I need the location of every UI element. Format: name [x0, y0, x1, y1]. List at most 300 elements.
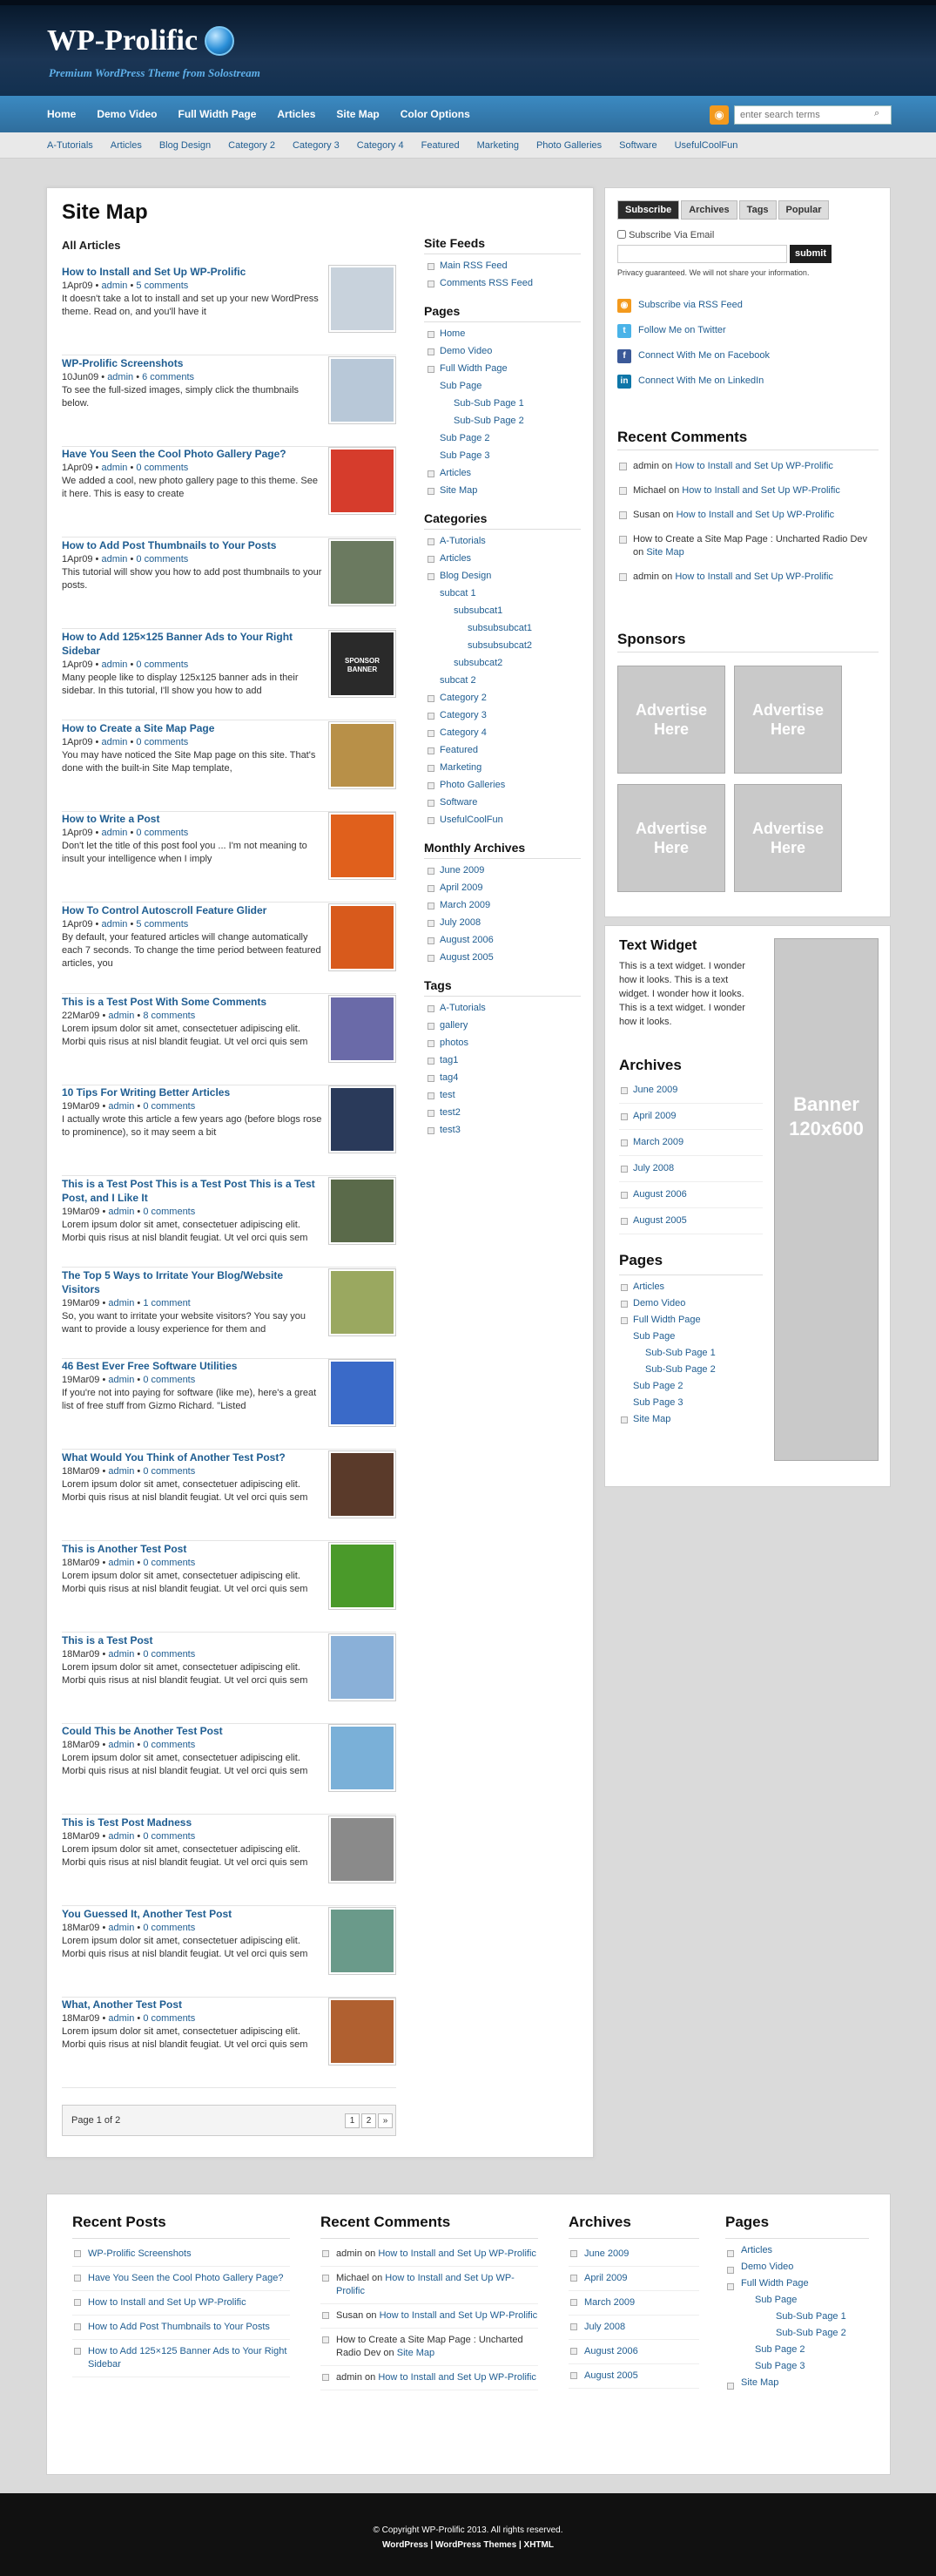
- list-item[interactable]: subsubcat2: [454, 658, 503, 668]
- rss-icon: ◉: [617, 299, 631, 313]
- list-item[interactable]: subcat 1: [440, 588, 476, 598]
- comment-on: on: [668, 485, 680, 496]
- list-item[interactable]: gallery: [424, 1017, 581, 1034]
- post-title[interactable]: How to Install and Set Up WP-Prolific: [62, 266, 246, 278]
- post-thumbnail[interactable]: [328, 265, 396, 333]
- post-thumbnail[interactable]: [328, 356, 396, 424]
- post-comments-link[interactable]: 8 comments: [143, 1010, 196, 1021]
- list-item[interactable]: subsubsubcat1: [468, 623, 532, 633]
- post-author-link[interactable]: admin: [108, 1922, 135, 1933]
- footer-recent-comment: [320, 2267, 538, 2304]
- footer-links[interactable]: WordPress | WordPress Themes | XHTML: [382, 2540, 554, 2550]
- nav-item-full-width-page[interactable]: Full Width Page: [178, 108, 257, 120]
- post-excerpt: Lorem ipsum dolor sit amet, consectetuer adipiscing elit. Morbi quis risus at nisl blandit feugiat. Ut vel orci quis sem: [62, 2026, 308, 2051]
- comment-on: on: [383, 2348, 394, 2358]
- recent-comment: [617, 565, 879, 590]
- post-item: [62, 1085, 396, 1176]
- post-author-link[interactable]: admin: [101, 828, 128, 839]
- list-item[interactable]: subsubcat1: [454, 605, 503, 616]
- list-item[interactable]: Sub Page 2: [755, 2344, 805, 2355]
- list-item[interactable]: Sub Page 2: [633, 1381, 683, 1391]
- list-item[interactable]: July 2008: [619, 1156, 763, 1182]
- list-item[interactable]: tag1: [424, 1051, 581, 1069]
- footer-recent-comments-heading: Recent Comments: [320, 2214, 451, 2230]
- list-item[interactable]: photos: [424, 1034, 581, 1051]
- comment-post-link[interactable]: How to Install and Set Up WP-Prolific: [379, 2310, 538, 2321]
- category-nav-item[interactable]: Category 4: [356, 140, 404, 151]
- comment-author: Susan: [336, 2310, 364, 2321]
- nav-item-articles[interactable]: Articles: [277, 108, 316, 120]
- post-comments-link[interactable]: 0 comments: [143, 2013, 196, 2025]
- category-nav-item[interactable]: Articles: [110, 140, 142, 151]
- rss-icon[interactable]: ◉: [710, 105, 729, 125]
- post-title[interactable]: How to Write a Post: [62, 813, 160, 826]
- post-date: 18Mar09: [62, 1466, 100, 1477]
- list-item[interactable]: Sub-Sub Page 1: [645, 1348, 716, 1358]
- post-item: [62, 721, 396, 812]
- list-item[interactable]: subcat 2: [440, 675, 476, 686]
- post-title[interactable]: This is a Test Post This is a Test Post This is a Test Post, and I Like It: [62, 1178, 315, 1204]
- subscribe-email-label: Subscribe Via Email: [617, 230, 714, 240]
- list-item[interactable]: Sub-Sub Page 2: [776, 2328, 846, 2338]
- post-thumbnail[interactable]: [328, 1085, 396, 1153]
- post-thumbnail[interactable]: [328, 1724, 396, 1792]
- comment-post-link[interactable]: How to Install and Set Up WP-Prolific: [378, 2248, 536, 2259]
- post-thumbnail[interactable]: [328, 812, 396, 880]
- list-item[interactable]: August 2005: [619, 1208, 763, 1234]
- list-item[interactable]: Main RSS Feed: [424, 257, 581, 274]
- post-meta: 18Mar09 • admin • 0 comments: [62, 1740, 196, 1751]
- post-excerpt: It doesn't take a lot to install and set up your new WordPress theme. Read on, and you'll have it: [62, 294, 319, 317]
- post-comments-link[interactable]: 0 comments: [136, 659, 189, 670]
- list-item[interactable]: Articles: [619, 1279, 763, 1295]
- email-input[interactable]: [617, 245, 787, 263]
- post-meta: 18Mar09 • admin • 0 comments: [62, 2013, 196, 2025]
- social-link[interactable]: [617, 318, 770, 343]
- list-item[interactable]: Blog Design: [424, 567, 581, 585]
- main-nav: [0, 96, 936, 132]
- comment-author: How to Create a Site Map Page : Uncharted Radio Dev: [336, 2335, 523, 2358]
- post-thumbnail[interactable]: [328, 1907, 396, 1975]
- post-title[interactable]: The Top 5 Ways to Irritate Your Blog/Website Visitors: [62, 1268, 284, 1295]
- post-thumbnail[interactable]: [328, 1268, 396, 1336]
- post-title[interactable]: What, Another Test Post: [62, 1998, 182, 2011]
- footer-recent-comments: [320, 2214, 538, 2390]
- comment-on: on: [365, 2372, 376, 2383]
- post-meta: 18Mar09 • admin • 0 comments: [62, 1922, 196, 1933]
- category-nav-item[interactable]: Marketing: [476, 140, 519, 151]
- comment-author: admin: [633, 461, 659, 471]
- post-title[interactable]: How To Control Autoscroll Feature Glider: [62, 903, 267, 916]
- list-item[interactable]: subsubsubcat2: [468, 640, 532, 651]
- list-item[interactable]: How to Add 125×125 Banner Ads to Your Right Sidebar: [72, 2340, 290, 2377]
- post-date: 18Mar09: [62, 1557, 100, 1568]
- post-date: 1Apr09: [62, 828, 93, 839]
- list-item[interactable]: How to Install and Set Up WP-Prolific: [72, 2291, 290, 2316]
- post-excerpt: Lorem ipsum dolor sit amet, consectetuer adipiscing elit. Morbi quis risus at nisl blandit feugiat. Ut vel orci quis sem: [62, 1753, 308, 1777]
- post-item: [62, 1724, 396, 1815]
- post-thumbnail[interactable]: [328, 538, 396, 606]
- post-author-link[interactable]: admin: [108, 1466, 135, 1477]
- post-thumbnail[interactable]: [328, 903, 396, 971]
- post-comments-link[interactable]: 0 comments: [143, 1466, 196, 1477]
- banner-ad[interactable]: Banner 120x600: [774, 938, 879, 1461]
- post-author-link[interactable]: admin: [108, 2013, 135, 2025]
- list-item[interactable]: Category 3: [424, 707, 581, 724]
- post-thumbnail[interactable]: [328, 1542, 396, 1610]
- post-title[interactable]: Could This be Another Test Post: [62, 1725, 223, 1738]
- list-item[interactable]: Full Width Page: [725, 2275, 869, 2292]
- page-1-button[interactable]: 1: [345, 2113, 360, 2128]
- post-comments-link[interactable]: 0 comments: [136, 828, 189, 839]
- list-item[interactable]: August 2005: [424, 949, 581, 966]
- tags-list: [424, 999, 581, 1139]
- globe-icon: [205, 26, 234, 56]
- list-item[interactable]: Featured: [424, 741, 581, 759]
- list-item[interactable]: Sub Page 3: [755, 2361, 805, 2371]
- list-item[interactable]: Sub-Sub Page 1: [776, 2311, 846, 2322]
- post-excerpt: By default, your featured articles will change automatically each 7 seconds. To change the time period between featured articles, you: [62, 931, 321, 969]
- list-item[interactable]: Marketing: [424, 759, 581, 776]
- list-item[interactable]: March 2009: [424, 896, 581, 914]
- post-comments-link[interactable]: 0 comments: [143, 1207, 196, 1217]
- post-meta: 1Apr09 • admin • 0 comments: [62, 659, 189, 670]
- all-articles-heading: All Articles: [62, 239, 121, 252]
- next-page-button[interactable]: »: [378, 2113, 393, 2128]
- footer-widgets: [46, 2194, 891, 2475]
- ad-slot-4[interactable]: Advertise Here: [734, 784, 842, 892]
- post-date: 10Jun09: [62, 371, 99, 382]
- list-item[interactable]: Full Width Page: [424, 360, 581, 377]
- post-thumbnail[interactable]: [328, 447, 396, 515]
- post-author-link[interactable]: admin: [108, 1101, 135, 1112]
- post-author-link[interactable]: admin: [101, 736, 128, 747]
- post-comments-link[interactable]: 0 comments: [136, 736, 189, 747]
- list-item[interactable]: Home: [424, 325, 581, 342]
- comment-post-link[interactable]: How to Install and Set Up WP-Prolific: [675, 571, 833, 582]
- post-thumbnail[interactable]: [328, 1177, 396, 1245]
- post-author-link[interactable]: admin: [101, 281, 128, 291]
- comment-post-link[interactable]: Site Map: [646, 547, 684, 558]
- list-item[interactable]: June 2009: [569, 2242, 699, 2267]
- post-excerpt: Lorem ipsum dolor sit amet, consectetuer adipiscing elit. Morbi quis risus at nisl blandit feugiat. Ut vel orci quis sem: [62, 1479, 308, 1504]
- post-thumbnail[interactable]: [328, 721, 396, 789]
- category-nav-item[interactable]: Category 2: [228, 140, 275, 151]
- post-author-link[interactable]: admin: [101, 659, 128, 670]
- social-link-label: Subscribe via RSS Feed: [638, 300, 743, 310]
- list-item[interactable]: WP-Prolific Screenshots: [72, 2242, 290, 2267]
- list-item[interactable]: Articles: [424, 464, 581, 482]
- list-item[interactable]: How to Add Post Thumbnails to Your Posts: [72, 2316, 290, 2340]
- list-item[interactable]: July 2008: [424, 914, 581, 931]
- comment-post-link[interactable]: How to Install and Set Up WP-Prolific: [675, 461, 833, 471]
- footer-recent-posts: [72, 2214, 290, 2377]
- post-author-link[interactable]: admin: [108, 1207, 135, 1217]
- list-item[interactable]: August 2006: [424, 931, 581, 949]
- post-author-link[interactable]: admin: [101, 918, 128, 930]
- social-link[interactable]: [617, 343, 770, 368]
- comment-post-link[interactable]: How to Install and Set Up WP-Prolific: [378, 2372, 536, 2383]
- post-date: 1Apr09: [62, 659, 93, 670]
- list-item[interactable]: Site Map: [619, 1411, 763, 1428]
- post-comments-link[interactable]: 0 comments: [143, 1830, 196, 1842]
- list-item[interactable]: Sub Page: [633, 1331, 676, 1342]
- post-comments-link[interactable]: 0 comments: [143, 1740, 196, 1751]
- post-title[interactable]: WP-Prolific Screenshots: [62, 356, 184, 369]
- post-date: 19Mar09: [62, 1297, 100, 1308]
- post-excerpt: Lorem ipsum dolor sit amet, consectetuer adipiscing elit. Morbi quis risus at nisl blandit feugiat. Ut vel orci quis sem: [62, 1220, 308, 1243]
- post-title[interactable]: This is Test Post Madness: [62, 1815, 192, 1829]
- search-icon[interactable]: ⌕: [874, 108, 880, 118]
- pages-list: [424, 325, 581, 499]
- main-content: [46, 187, 594, 2158]
- post-item: [62, 1998, 396, 2088]
- post-meta: 19Mar09 • admin • 1 comment: [62, 1297, 191, 1308]
- category-nav-item[interactable]: A-Tutorials: [47, 140, 93, 151]
- list-item[interactable]: Photo Galleries: [424, 776, 581, 794]
- list-item[interactable]: Articles: [725, 2242, 869, 2259]
- site-logo[interactable]: [47, 24, 234, 57]
- comment-post-link[interactable]: How to Install and Set Up WP-Prolific: [336, 2273, 515, 2296]
- privacy-note: Privacy guaranteed. We will not share your information.: [617, 268, 810, 277]
- feeds-list: [424, 257, 581, 292]
- nav-item-demo-video[interactable]: Demo Video: [97, 108, 158, 120]
- list-item[interactable]: test: [424, 1086, 581, 1104]
- post-thumbnail[interactable]: [328, 1815, 396, 1883]
- list-item[interactable]: Articles: [424, 550, 581, 567]
- list-item[interactable]: Demo Video: [619, 1295, 763, 1312]
- sidebar-bottom: [604, 925, 891, 1487]
- list-item[interactable]: Full Width Page: [619, 1312, 763, 1329]
- comment-on: on: [371, 2273, 383, 2283]
- nav-item-home[interactable]: Home: [47, 108, 77, 120]
- footer-pages-heading: Pages: [725, 2214, 770, 2230]
- post-author-link[interactable]: admin: [108, 1648, 135, 1660]
- post-author-link[interactable]: admin: [101, 554, 128, 565]
- post-title[interactable]: This is Another Test Post: [62, 1542, 187, 1555]
- list-item[interactable]: Site Map: [424, 482, 581, 499]
- post-meta: 18Mar09 • admin • 0 comments: [62, 1648, 196, 1660]
- post-item: [62, 995, 396, 1085]
- list-item[interactable]: Demo Video: [725, 2259, 869, 2275]
- tab-popular[interactable]: Popular: [778, 200, 830, 220]
- social-link[interactable]: [617, 293, 770, 318]
- site-tagline: Premium WordPress Theme from Solostream: [49, 66, 260, 79]
- pages-heading: Pages: [424, 304, 581, 322]
- post-title[interactable]: Have You Seen the Cool Photo Gallery Page?: [62, 448, 286, 461]
- category-nav-item[interactable]: Featured: [421, 140, 460, 151]
- list-item[interactable]: March 2009: [619, 1130, 763, 1156]
- search-input[interactable]: [734, 105, 892, 125]
- post-title[interactable]: This is a Test Post: [62, 1633, 153, 1646]
- post-author-link[interactable]: admin: [107, 371, 134, 382]
- list-item[interactable]: Comments RSS Feed: [424, 274, 581, 292]
- post-thumbnail[interactable]: [328, 1998, 396, 2066]
- footer-recent-comment: [320, 2304, 538, 2329]
- post-date: 19Mar09: [62, 1375, 100, 1386]
- comment-author: admin: [633, 571, 659, 582]
- post-comments-link[interactable]: 0 comments: [143, 1648, 196, 1660]
- post-date: 19Mar09: [62, 1101, 100, 1112]
- post-title[interactable]: 10 Tips For Writing Better Articles: [62, 1086, 231, 1099]
- category-nav-item[interactable]: Photo Galleries: [535, 140, 603, 151]
- post-excerpt: Lorem ipsum dolor sit amet, consectetuer adipiscing elit. Morbi quis risus at nisl blandit feugiat. Ut vel orci quis sem: [62, 1023, 308, 1047]
- category-nav-item[interactable]: Category 3: [292, 140, 340, 151]
- post-date: 1Apr09: [62, 463, 93, 474]
- comment-post-link[interactable]: How to Install and Set Up WP-Prolific: [676, 510, 835, 520]
- comment-on: on: [662, 571, 673, 582]
- post-item: [62, 1542, 396, 1633]
- tab-subscribe[interactable]: Subscribe: [617, 200, 679, 220]
- site-header: [0, 0, 936, 96]
- list-item[interactable]: Sub-Sub Page 1: [454, 398, 524, 409]
- post-comments-link[interactable]: 0 comments: [136, 554, 189, 565]
- list-item[interactable]: July 2008: [569, 2316, 699, 2340]
- list-item[interactable]: UsefulCoolFun: [424, 811, 581, 828]
- text-widget-heading: Text Widget: [619, 938, 697, 953]
- post-meta: 1Apr09 • admin • 0 comments: [62, 828, 189, 839]
- category-nav-item[interactable]: Software: [619, 140, 657, 151]
- submit-button[interactable]: submit: [790, 245, 832, 263]
- post-author-link[interactable]: admin: [108, 1375, 135, 1386]
- ad-slot-1[interactable]: Advertise Here: [617, 666, 725, 774]
- recent-comment: [617, 504, 879, 528]
- list-item[interactable]: April 2009: [619, 1104, 763, 1130]
- category-nav-item[interactable]: Blog Design: [158, 140, 212, 151]
- ad-slot-2[interactable]: Advertise Here: [734, 666, 842, 774]
- page-2-button[interactable]: 2: [361, 2113, 376, 2128]
- list-item[interactable]: Sub Page 3: [633, 1397, 683, 1408]
- post-item: [62, 903, 396, 994]
- categories-heading: Categories: [424, 511, 581, 530]
- post-title[interactable]: You Guessed It, Another Test Post: [62, 1907, 232, 1920]
- list-item[interactable]: Have You Seen the Cool Photo Gallery Page?: [72, 2267, 290, 2291]
- footer-recent-comment: [320, 2366, 538, 2390]
- list-item[interactable]: March 2009: [569, 2291, 699, 2316]
- social-link-label: Follow Me on Twitter: [638, 325, 726, 335]
- post-thumbnail[interactable]: [328, 1633, 396, 1701]
- post-author-link[interactable]: admin: [108, 1830, 135, 1842]
- site-footer: [0, 2493, 936, 2576]
- post-comments-link[interactable]: 0 comments: [143, 1557, 196, 1568]
- list-item[interactable]: Sub Page: [755, 2295, 798, 2305]
- comment-on: on: [365, 2248, 376, 2259]
- list-item[interactable]: Sub Page: [440, 381, 482, 391]
- sitemap-column: [424, 236, 581, 1139]
- subscribe-checkbox[interactable]: [617, 230, 626, 239]
- comment-post-link[interactable]: Site Map: [396, 2348, 435, 2358]
- post-title[interactable]: This is a Test Post With Some Comments: [62, 995, 267, 1008]
- list-item[interactable]: Site Map: [725, 2375, 869, 2391]
- list-item[interactable]: Sub Page 2: [440, 433, 490, 443]
- post-item: [62, 1450, 396, 1541]
- tab-tags[interactable]: Tags: [739, 200, 777, 220]
- list-item[interactable]: Category 2: [424, 689, 581, 707]
- list-item[interactable]: Sub-Sub Page 2: [645, 1364, 716, 1375]
- post-title[interactable]: How to Create a Site Map Page: [62, 721, 215, 734]
- post-excerpt: So, you want to irritate your website visitors? You say you want to provide a lousy experience for them and: [62, 1310, 306, 1335]
- nav-item-color-options[interactable]: Color Options: [400, 108, 470, 120]
- list-item[interactable]: A-Tutorials: [424, 532, 581, 550]
- post-comments-link[interactable]: 1 comment: [143, 1297, 191, 1308]
- post-author-link[interactable]: admin: [108, 1010, 135, 1021]
- post-comments-link[interactable]: 5 comments: [136, 918, 189, 930]
- facebook-icon: f: [617, 349, 631, 363]
- list-item[interactable]: August 2006: [569, 2340, 699, 2364]
- list-item[interactable]: August 2006: [619, 1182, 763, 1208]
- post-author-link[interactable]: admin: [108, 1557, 135, 1568]
- post-date: 18Mar09: [62, 2013, 100, 2025]
- list-item[interactable]: April 2009: [569, 2267, 699, 2291]
- list-item[interactable]: A-Tutorials: [424, 999, 581, 1017]
- post-comments-link[interactable]: 0 comments: [136, 463, 189, 474]
- pages-list: [619, 1274, 763, 1428]
- post-date: 18Mar09: [62, 1922, 100, 1933]
- nav-item-site-map[interactable]: Site Map: [336, 108, 380, 120]
- post-thumbnail[interactable]: [328, 1450, 396, 1518]
- post-comments-link[interactable]: 0 comments: [143, 1922, 196, 1933]
- post-title[interactable]: 46 Best Ever Free Software Utilities: [62, 1360, 238, 1373]
- post-comments-link[interactable]: 5 comments: [136, 281, 189, 291]
- post-meta: 10Jun09 • admin • 6 comments: [62, 371, 195, 382]
- post-thumbnail[interactable]: [328, 1359, 396, 1427]
- category-nav-item[interactable]: UsefulCoolFun: [674, 140, 738, 151]
- post-item: [62, 447, 396, 538]
- post-author-link[interactable]: admin: [108, 1740, 135, 1751]
- list-item[interactable]: June 2009: [424, 862, 581, 879]
- post-author-link[interactable]: admin: [101, 463, 128, 474]
- post-comments-link[interactable]: 0 comments: [143, 1375, 196, 1386]
- post-comments-link[interactable]: 0 comments: [143, 1101, 196, 1112]
- list-item[interactable]: Sub-Sub Page 2: [454, 416, 524, 426]
- list-item[interactable]: June 2009: [619, 1078, 763, 1104]
- recent-comment: [617, 528, 879, 565]
- post-title[interactable]: How to Add Post Thumbnails to Your Posts: [62, 539, 277, 552]
- post-meta: 18Mar09 • admin • 0 comments: [62, 1557, 196, 1568]
- ad-slot-3[interactable]: Advertise Here: [617, 784, 725, 892]
- post-title[interactable]: How to Add 125×125 Banner Ads to Your Right Sidebar: [62, 630, 293, 657]
- list-item[interactable]: August 2005: [569, 2364, 699, 2389]
- feeds-heading: Site Feeds: [424, 236, 581, 254]
- post-excerpt: Lorem ipsum dolor sit amet, consectetuer adipiscing elit. Morbi quis risus at nisl blandit feugiat. Ut vel orci quis sem: [62, 1570, 308, 1594]
- list-item[interactable]: test2: [424, 1104, 581, 1121]
- post-date: 1Apr09: [62, 281, 93, 291]
- post-thumbnail[interactable]: [328, 630, 396, 698]
- post-author-link[interactable]: admin: [108, 1297, 135, 1308]
- post-excerpt: Lorem ipsum dolor sit amet, consectetuer adipiscing elit. Morbi quis risus at nisl blandit feugiat. Ut vel orci quis sem: [62, 1935, 308, 1959]
- archives-list: [424, 862, 581, 966]
- post-title[interactable]: What Would You Think of Another Test Post?: [62, 1451, 286, 1464]
- list-item[interactable]: test3: [424, 1121, 581, 1139]
- list-item[interactable]: Sub Page 3: [440, 450, 490, 461]
- list-item[interactable]: April 2009: [424, 879, 581, 896]
- comment-post-link[interactable]: How to Install and Set Up WP-Prolific: [682, 485, 840, 496]
- post-item: [62, 1268, 396, 1359]
- list-item[interactable]: Software: [424, 794, 581, 811]
- social-link[interactable]: [617, 368, 770, 394]
- post-comments-link[interactable]: 6 comments: [142, 371, 195, 382]
- list-item[interactable]: tag4: [424, 1069, 581, 1086]
- post-thumbnail[interactable]: [328, 995, 396, 1063]
- category-list: [0, 132, 936, 159]
- post-excerpt: I actually wrote this article a few years ago (before blogs rose to prominence), so it may seem a bit: [62, 1114, 322, 1139]
- list-item[interactable]: Category 4: [424, 724, 581, 741]
- sidebar-top: [604, 187, 891, 917]
- comment-author: How to Create a Site Map Page : Uncharted Radio Dev: [633, 534, 868, 544]
- list-item[interactable]: Demo Video: [424, 342, 581, 360]
- post-meta: 19Mar09 • admin • 0 comments: [62, 1375, 196, 1386]
- tab-archives[interactable]: Archives: [681, 200, 737, 220]
